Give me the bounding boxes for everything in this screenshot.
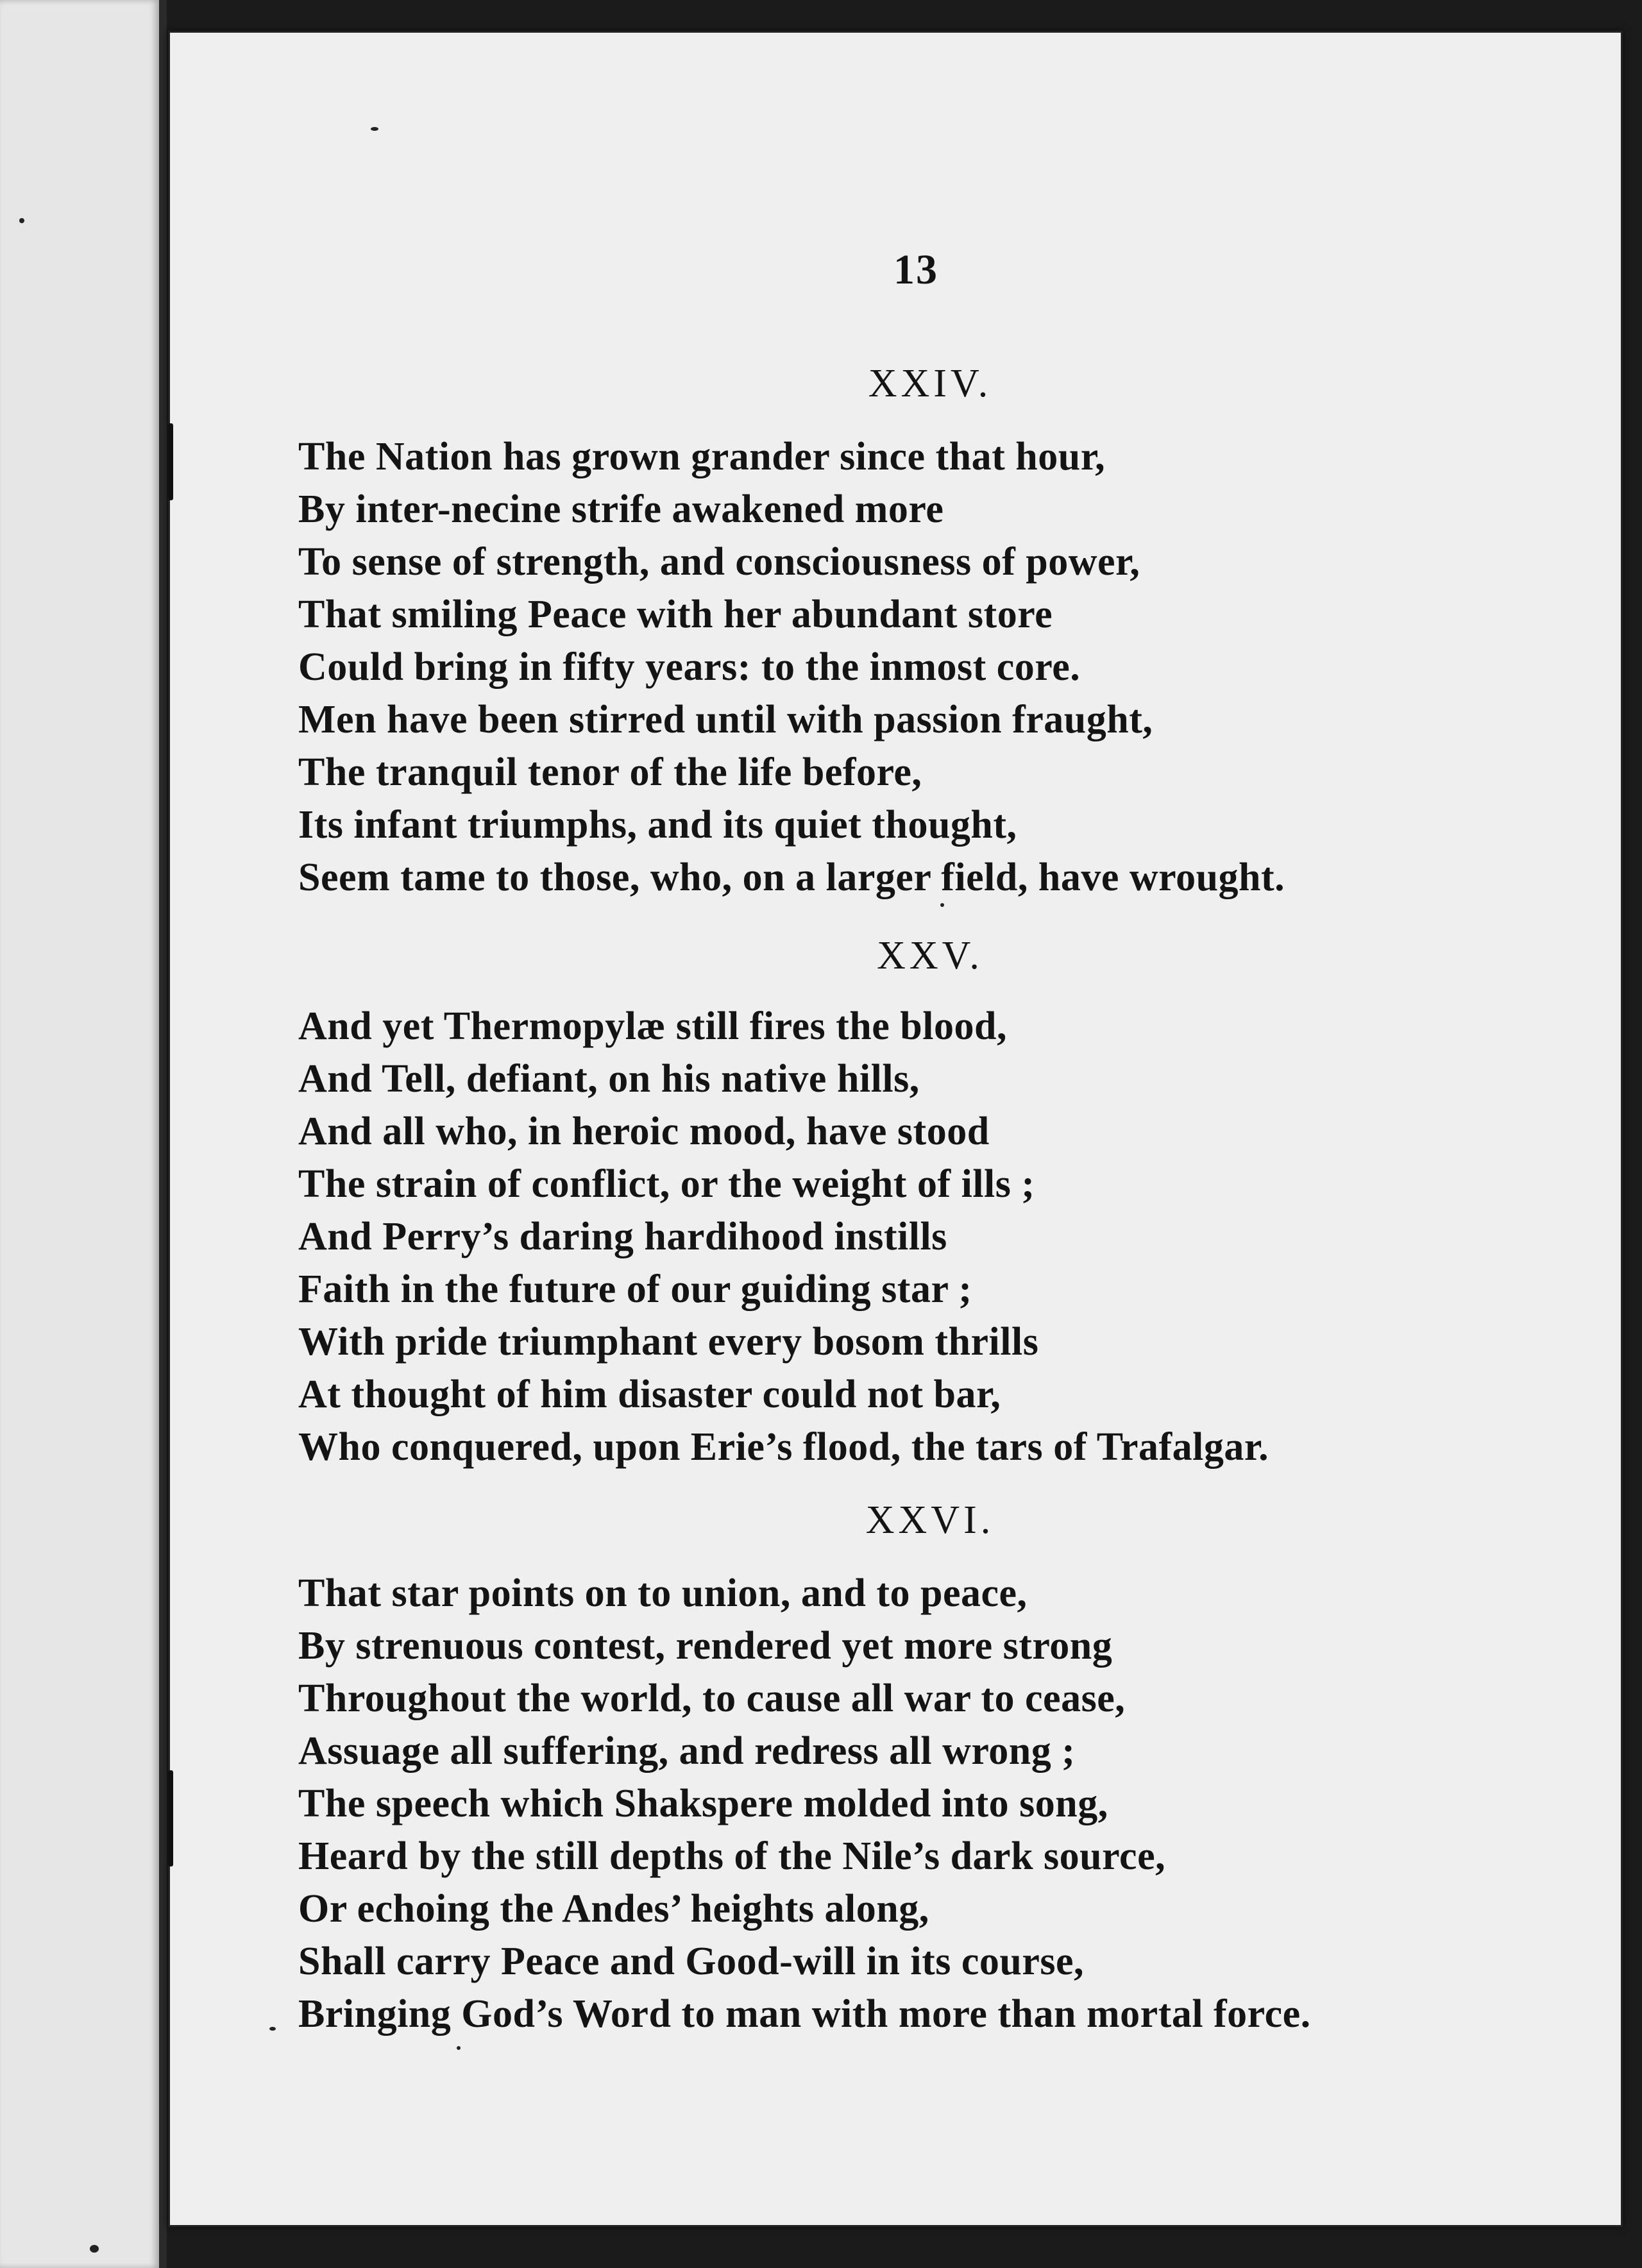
binding-mark (168, 1770, 173, 1866)
facing-page-edge (0, 0, 162, 2268)
book-page (168, 31, 1623, 2227)
verse-line: Bringing God’s Word to man with more than mortal force. (298, 1992, 1311, 2036)
ink-speck (940, 903, 944, 907)
stanza-heading-xxv: XXV. (877, 934, 983, 977)
verse-line: Who conquered, upon Erie’s flood, the tars of Trafalgar. (298, 1425, 1269, 1469)
binding-mark (168, 423, 173, 500)
verse-line: The Nation has grown grander since that hour, (298, 435, 1106, 478)
verse-line: The strain of conflict, or the weight of ills ; (298, 1162, 1035, 1206)
ink-speck (269, 2027, 276, 2031)
verse-line: Shall carry Peace and Good-will in its course, (298, 1940, 1085, 1983)
verse-line: By inter-necine strife awakened more (298, 487, 944, 531)
verse-line: Could bring in fifty years: to the inmost core. (298, 645, 1081, 689)
stanza-xxvi (298, 1567, 1607, 2040)
ink-speck (457, 2046, 461, 2050)
verse-line: That star points on to union, and to peace, (298, 1571, 1028, 1615)
verse-line: By strenuous contest, rendered yet more strong (298, 1624, 1113, 1668)
stanza-xxiv (298, 430, 1607, 904)
verse-line: And Perry’s daring hardihood instills (298, 1215, 947, 1258)
verse-line: Assuage all suffering, and redress all wrong ; (298, 1729, 1076, 1773)
verse-line: At thought of him disaster could not bar, (298, 1373, 1001, 1416)
stanza-heading-xxvi: XXVI. (865, 1498, 995, 1542)
verse-line: Its infant triumphs, and its quiet thought, (298, 803, 1017, 847)
verse-line: Seem tame to those, who, on a larger field, have wrought. (298, 856, 1285, 899)
verse-line: The tranquil tenor of the life before, (298, 750, 922, 794)
verse-line: With pride triumphant every bosom thrills (298, 1320, 1039, 1364)
verse-line: Faith in the future of our guiding star ; (298, 1267, 972, 1311)
verse-line: And yet Thermopylæ still fires the blood, (298, 1004, 1007, 1048)
verse-line: Or echoing the Andes’ heights along, (298, 1887, 929, 1931)
verse-line: Throughout the world, to cause all war to cease, (298, 1677, 1126, 1720)
book-spine (159, 0, 167, 2268)
ink-speck (371, 127, 378, 131)
verse-line: That smiling Peace with her abundant store (298, 593, 1053, 636)
ink-speck (19, 218, 24, 223)
stanza-heading-xxiv: XXIV. (868, 362, 992, 405)
verse-line: And all who, in heroic mood, have stood (298, 1110, 990, 1153)
verse-line: Men have been stirred until with passion fraught, (298, 698, 1153, 741)
stanza-xxv (298, 1000, 1607, 1473)
verse-line: The speech which Shakspere molded into song, (298, 1782, 1108, 1825)
verse-line: To sense of strength, and consciousness of power, (298, 540, 1140, 584)
verse-line: Heard by the still depths of the Nile’s dark source, (298, 1834, 1166, 1878)
page-number: 13 (893, 246, 938, 293)
verse-line: And Tell, defiant, on his native hills, (298, 1057, 920, 1101)
ink-speck (90, 2245, 99, 2253)
